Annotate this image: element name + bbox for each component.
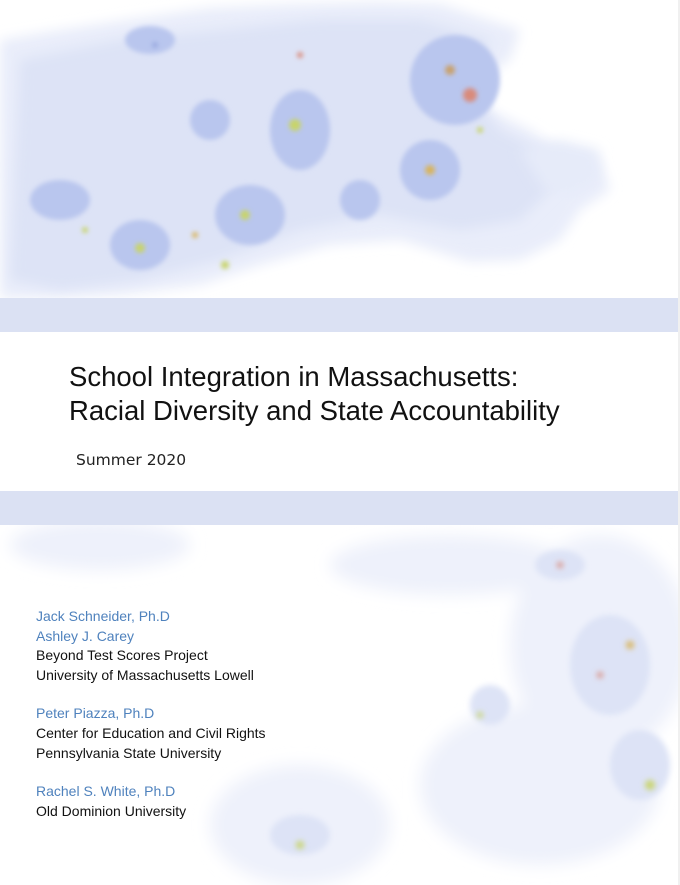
author-group	[36, 607, 436, 685]
author-group	[36, 782, 436, 821]
author-list	[36, 607, 436, 840]
massachusetts-dot-map	[0, 0, 680, 300]
author-name: Peter Piazza, Ph.D	[36, 705, 155, 722]
report-title	[69, 360, 659, 428]
author-name: Jack Schneider, Ph.D	[36, 608, 170, 624]
author-group	[36, 704, 436, 763]
author-affiliation: Pennsylvania State University	[36, 744, 222, 761]
footer-band	[0, 491, 680, 525]
author-affiliation: Center for Education and Civil Rights	[36, 724, 266, 741]
author-affiliation: Old Dominion University	[36, 802, 187, 819]
author-name: Ashley J. Carey	[36, 627, 135, 644]
header-band	[0, 298, 680, 332]
title-line-1: School Integration in Massachusetts:	[69, 361, 519, 392]
title-line-2: Racial Diversity and State Accountability	[69, 395, 560, 426]
author-affiliation: Beyond Test Scores Project	[36, 647, 208, 664]
author-affiliation: University of Massachusetts Lowell	[36, 666, 254, 683]
author-name: Rachel S. White, Ph.D	[36, 783, 176, 800]
publication-date: Summer 2020	[76, 451, 187, 469]
